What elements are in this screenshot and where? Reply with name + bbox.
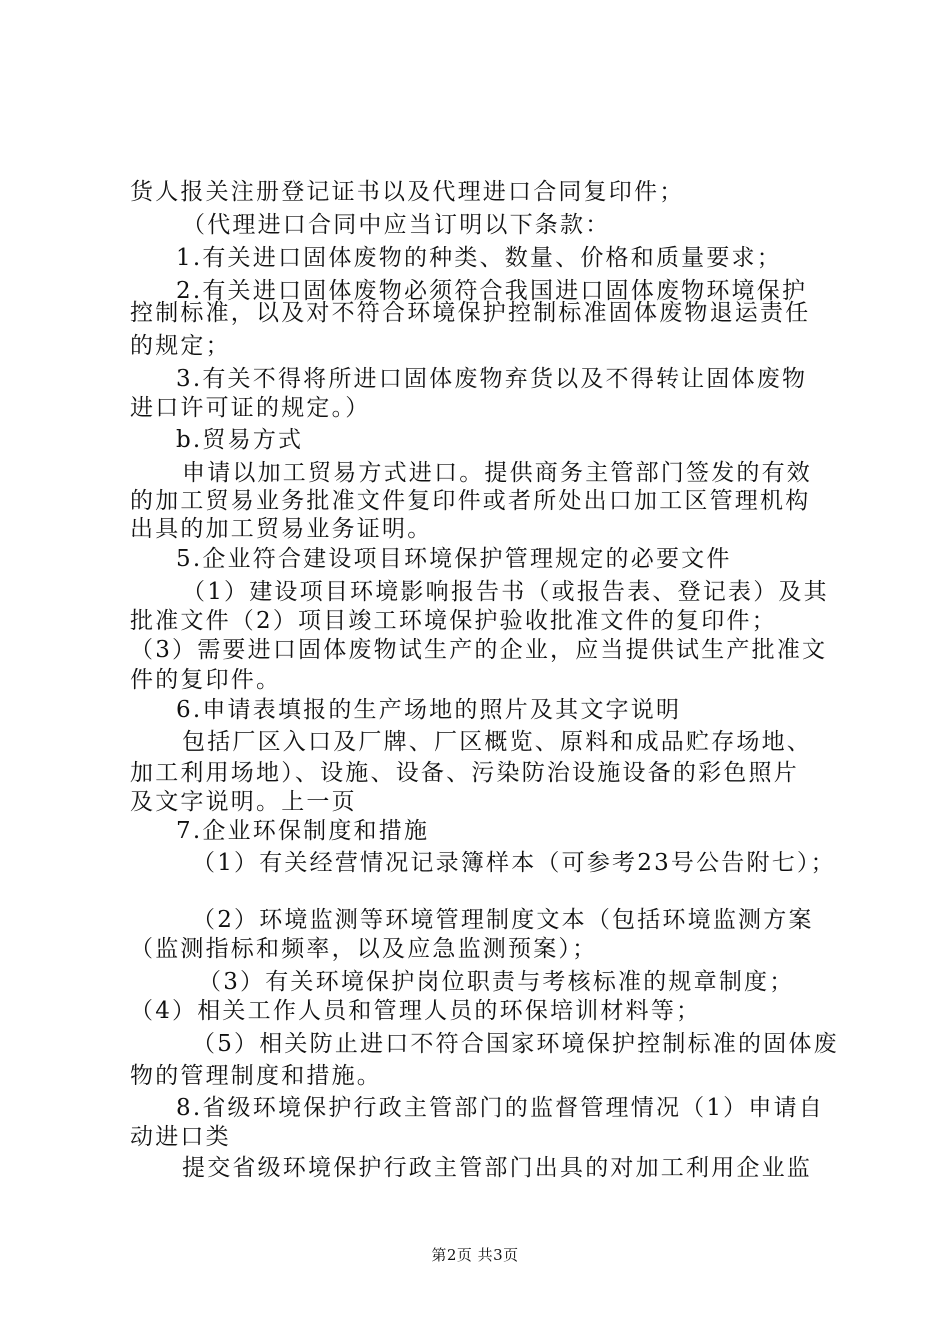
text-line: 1.有关进口固体废物的种类、数量、价格和质量要求；: [176, 245, 782, 271]
text-line: （1）有关经营情况记录簿样本（可参考23号公告附七）；: [192, 850, 836, 876]
text-line: 提交省级环境保护行政主管部门出具的对加工利用企业监: [182, 1155, 812, 1181]
text-line: 动进口类: [130, 1124, 231, 1150]
text-line: 件的复印件。: [130, 667, 282, 693]
text-line: 7.企业环保制度和措施: [176, 818, 430, 844]
text-line: 2.有关进口固体废物必须符合我国进口固体废物环境保护: [176, 278, 808, 304]
text-line: 的规定；: [130, 333, 231, 359]
text-line: 批准文件（2）项目竣工环境保护验收批准文件的复印件；: [130, 608, 777, 634]
text-line: （1）建设项目环境影响报告书（或报告表、登记表）及其: [182, 579, 829, 605]
text-line: 8.省级环境保护行政主管部门的监督管理情况（1）申请自: [176, 1095, 824, 1121]
text-line: b.贸易方式: [176, 427, 304, 453]
text-line: （3）需要进口固体废物试生产的企业，应当提供试生产批准文: [130, 637, 828, 663]
text-line: 包括厂区入口及厂牌、厂区概览、原料和成品贮存场地、: [182, 729, 812, 755]
text-line: 进口许可证的规定。）: [130, 395, 371, 421]
text-line: 货人报关注册登记证书以及代理进口合同复印件；: [130, 179, 685, 205]
text-line: （4）相关工作人员和管理人员的环保培训材料等；: [130, 998, 702, 1024]
text-line: 控制标准，以及对不符合环境保护控制标准固体废物退运责任: [130, 300, 811, 326]
text-line: （3）有关环境保护岗位职责与考核标准的规章制度；: [198, 969, 795, 995]
text-line: 物的管理制度和措施。: [130, 1063, 382, 1089]
text-line: （监测指标和频率，以及应急监测预案）；: [130, 936, 598, 962]
text-line: （代理进口合同中应当订明以下条款：: [182, 212, 611, 238]
text-line: 6.申请表填报的生产场地的照片及其文字说明: [176, 697, 682, 723]
text-line: 加工利用场地）、设施、设备、污染防治设施设备的彩色照片: [130, 760, 799, 786]
page-number-footer: 第2页 共3页: [431, 1246, 519, 1264]
text-line: 出具的加工贸易业务证明。: [130, 516, 433, 542]
text-line: 及文字说明。上一页: [130, 789, 357, 815]
text-line: 的加工贸易业务批准文件复印件或者所处出口加工区管理机构: [130, 488, 811, 514]
text-line: （5）相关防止进口不符合国家环境保护控制标准的固体废: [192, 1031, 839, 1057]
text-line: 5.企业符合建设项目环境保护管理规定的必要文件: [176, 546, 732, 572]
text-line: （2）环境监测等环境管理制度文本（包括环境监测方案: [192, 907, 814, 933]
text-line: 3.有关不得将所进口固体废物弃货以及不得转让固体废物: [176, 366, 808, 392]
text-line: 申请以加工贸易方式进口。提供商务主管部门签发的有效: [182, 460, 812, 486]
